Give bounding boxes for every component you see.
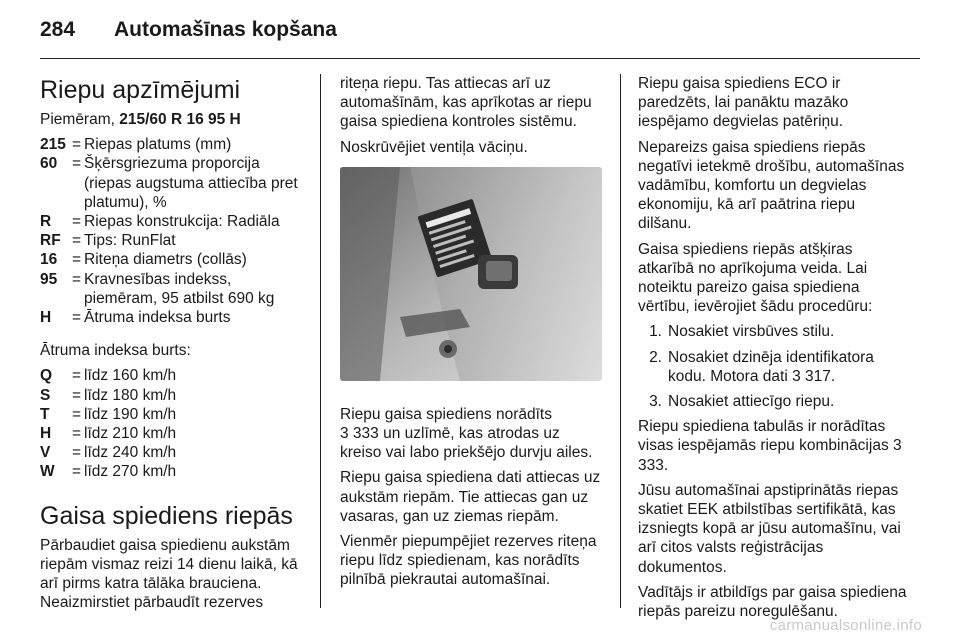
header-rule	[40, 58, 920, 59]
paragraph: Riepu gaisa spiediena dati attiecas uz aukstām riepām. Tie attiecas gan uz vasaras, gan uz ziemas riepām.	[340, 469, 601, 525]
speed-row: H = līdz 210 km/h	[40, 425, 177, 443]
speed-index-intro: Ātruma indeksa burts:	[40, 342, 191, 360]
section-heading-tire-markings: Riepu apzīmējumi	[40, 76, 241, 104]
speed-row: V = līdz 240 km/h	[40, 444, 177, 462]
step-item: 2. Nosakiet dzinēja identifikatora kodu. Motora dati 3 317.	[649, 348, 874, 385]
definition-row: H = Ātruma indeksa burts	[40, 309, 231, 327]
paragraph: Vienmēr piepumpējiet rezerves riteņa riepu līdz spiedienam, kas norādīts pilnībā piekrautai automašīnai.	[340, 533, 597, 589]
door-pillar-illustration	[340, 167, 602, 381]
procedure-steps	[638, 322, 910, 411]
column-divider	[620, 74, 621, 608]
page-reference: 3 333 un uzlīmē, kas atrodas uz kreiso vai labo priekšējo durvju ailes.	[340, 425, 593, 462]
speed-row: W = līdz 270 km/h	[40, 463, 177, 481]
paragraph: Pārbaudiet gaisa spiedienu aukstām riepām vismaz reizi 14 dienu laikā, kā arī pirms katra tālāka brauciena. Neaizmirstiet pārbaudīt rezerves	[40, 536, 298, 612]
page-header	[40, 18, 337, 42]
paragraph: Noskrūvējiet ventiļa vāciņu.	[340, 138, 528, 156]
speed-row: Q = līdz 160 km/h	[40, 367, 177, 385]
paragraph: Gaisa spiediens riepās atšķiras atkarībā no aprīkojuma veida. Lai noteiktu pareizo gaisa spiediena vērtību, ievērojiet šādu procedūru:	[638, 240, 873, 316]
definition-row: 16 = Riteņa diametrs (collās)	[40, 251, 247, 269]
page-number: 284	[40, 18, 76, 41]
column-1	[40, 74, 302, 618]
paragraph: Nepareizs gaisa spiediens riepās negatīvi ietekmē drošību, automašīnas vadāmību, komfortu un degvielas ekonomiju, kā arī paātrina riepu dilšanu.	[638, 138, 905, 233]
definition-row: 60 = Šķērsgriezuma proporcija (riepas augstuma attiecība pret platumu), %	[40, 155, 298, 211]
paragraph: Jūsu automašīnai apstiprinātās riepas skatiet EEK atbilstības sertifikātā, kas izsniegts kopā ar jūsu automašīnu, vai arī citos valsts reģistrācijas dokumentos.	[638, 481, 901, 576]
column-divider	[320, 74, 321, 608]
definition-row: R = Riepas konstrukcija: Radiāla	[40, 213, 280, 231]
paragraph: Riepu gaisa spiediens ECO ir paredzēts, lai panāktu mazāko iespējamo degvielas patēriņu.	[638, 75, 849, 131]
paragraph: Riepu gaisa spiediens norādīts	[340, 405, 552, 423]
step-item: 3. Nosakiet attiecīgo riepu.	[649, 393, 835, 411]
definition-list	[40, 135, 302, 327]
column-3	[638, 74, 910, 627]
example-line: Piemēram, 215/60 R 16 95 H	[40, 111, 241, 128]
watermark: carmanualsonline.info	[769, 617, 922, 634]
speed-row: T = līdz 190 km/h	[40, 405, 177, 423]
section-heading-tire-pressure: Gaisa spiediens riepās	[40, 501, 293, 530]
chapter-title: Automašīnas kopšana	[114, 18, 337, 41]
column-2	[340, 74, 602, 596]
paragraph: riteņa riepu. Tas attiecas arī uz automašīnām, kas aprīkotas ar riepu gaisa spiediena kontroles sistēmu.	[340, 75, 592, 131]
speed-index-list	[40, 366, 302, 481]
paragraph: Riepu spiediena tabulās ir norādītas visas iespējamās riepu kombinācijas 3 333.	[638, 418, 902, 474]
step-item: 1. Nosakiet virsbūves stilu.	[649, 323, 835, 341]
speed-row: S = līdz 180 km/h	[40, 386, 177, 404]
example-code: 215/60 R 16 95 H	[119, 111, 241, 128]
definition-row: 215 = Riepas platums (mm)	[40, 136, 232, 154]
paragraph: Vadītājs ir atbildīgs par gaisa spiediena riepās pareizu noregulēšanu.	[638, 583, 907, 621]
door-pillar-label-photo	[340, 167, 602, 381]
definition-row: RF = Tips: RunFlat	[40, 232, 176, 250]
definition-row: 95 = Kravnesības indekss, piemēram, 95 atbilst 690 kg	[40, 270, 275, 307]
